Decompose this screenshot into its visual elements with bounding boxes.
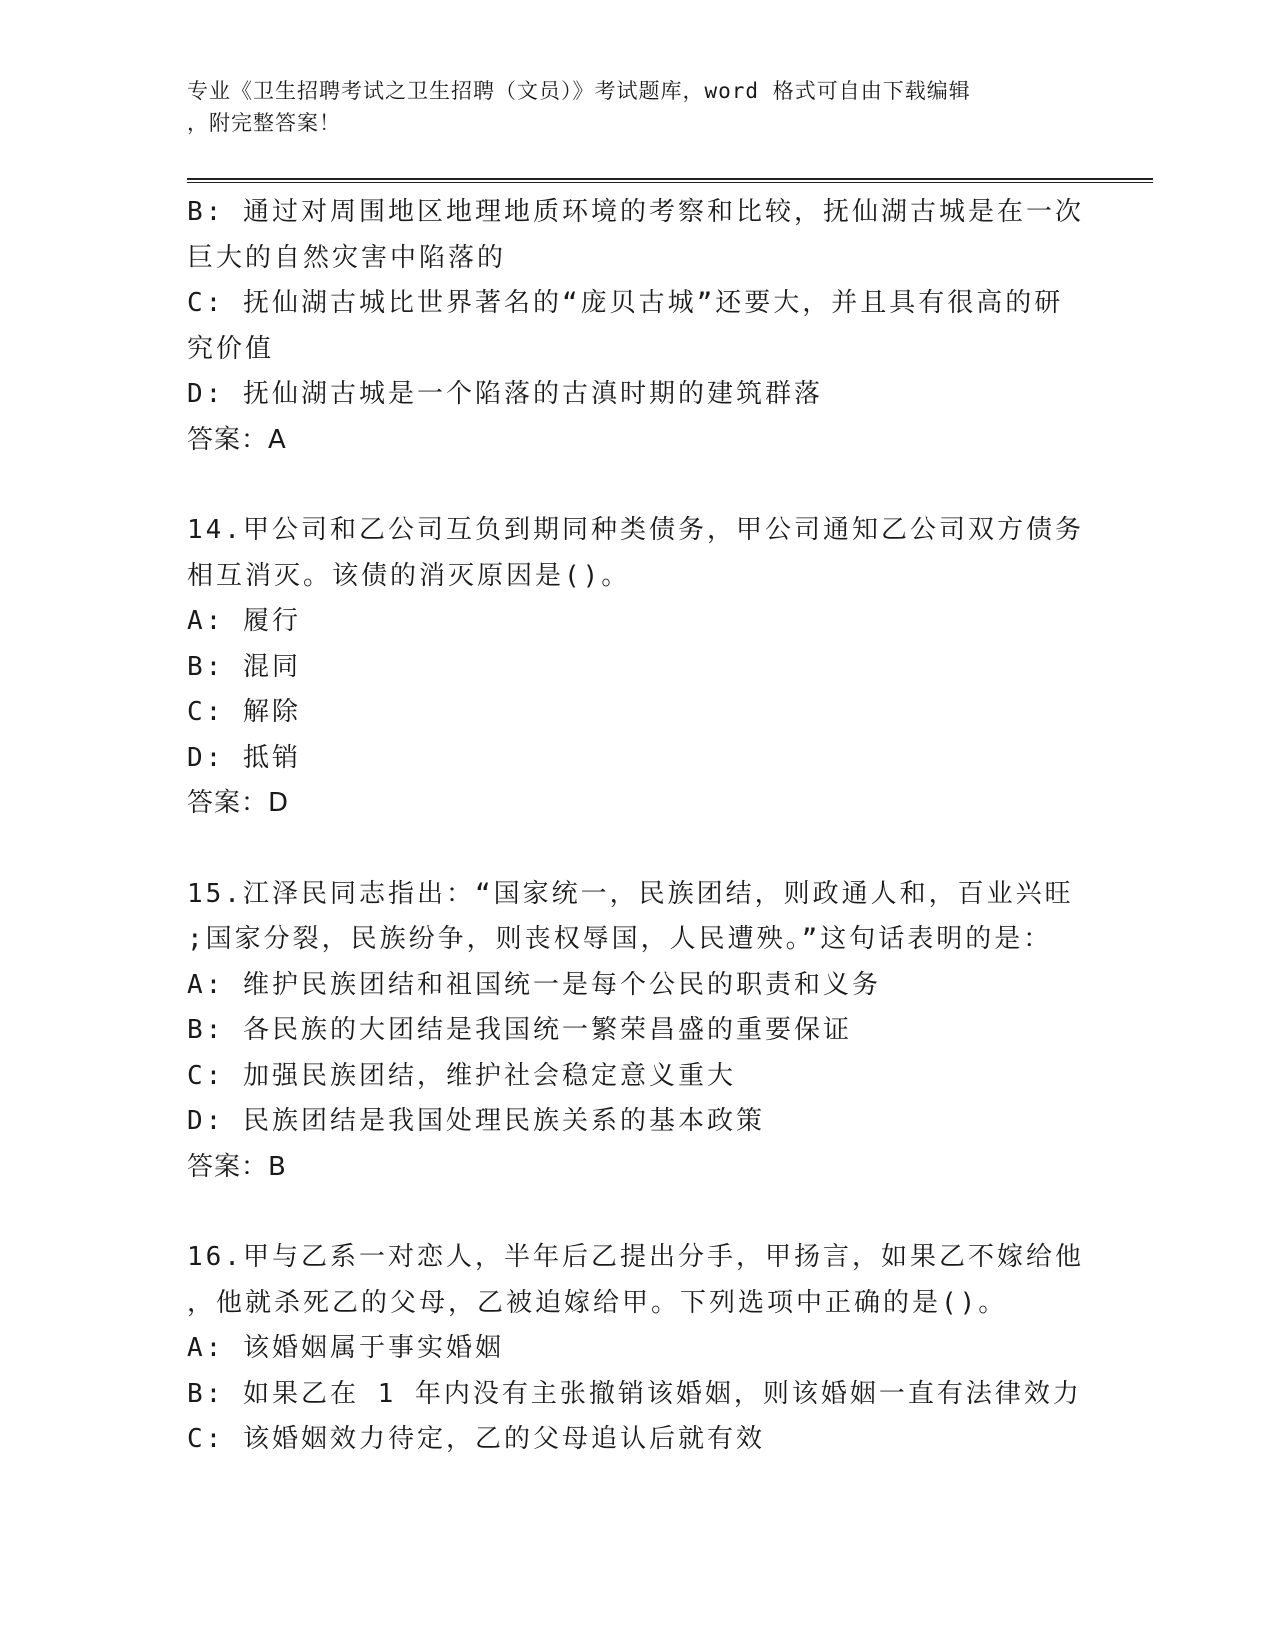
question-stem-line-2: 相互消灭。该债的消灭原因是()。	[187, 560, 631, 591]
header-text-line-2: ，附完整答案！	[187, 111, 341, 135]
answer: 答案：B	[187, 1151, 287, 1182]
spacer	[187, 463, 1087, 508]
option-c: C: 加强民族团结，维护社会稳定意义重大	[187, 1060, 736, 1091]
question-14	[187, 508, 1087, 827]
answer: 答案：A	[187, 424, 287, 455]
option-b: B: 混同	[187, 651, 301, 682]
option-b: B: 各民族的大团结是我国统一繁荣昌盛的重要保证	[187, 1015, 852, 1045]
question-stem-line-1: 16.甲与乙系一对恋人，半年后乙提出分手，甲扬言，如果乙不嫁给他	[187, 1242, 1084, 1272]
question-stem-line-2: ，他就杀死乙的父母，乙被迫嫁给甲。下列选项中正确的是()。	[187, 1287, 1008, 1318]
page-header	[187, 75, 1067, 139]
option-c-line-1: C: 抚仙湖古城比世界著名的“庞贝古城”还要大，并且具有很高的研	[187, 288, 1064, 318]
question-stem-line-2: ;国家分裂，民族纷争，则丧权辱国，人民遭殃。”这句话表明的是：	[187, 924, 1053, 954]
option-c: C: 解除	[187, 697, 301, 727]
option-a: A: 该婚姻属于事实婚姻	[187, 1333, 504, 1363]
option-d: D: 民族团结是我国处理民族关系的基本政策	[187, 1106, 765, 1136]
option-c-line-2: 究价值	[187, 333, 275, 364]
spacer	[187, 827, 1087, 872]
header-text-line-1: 专业《卫生招聘考试之卫生招聘（文员）》考试题库，word 格式可自由下载编辑	[187, 79, 971, 103]
question-stem-line-1: 14.甲公司和乙公司互负到期同种类债务，甲公司通知乙公司双方债务	[187, 515, 1084, 545]
question-list	[187, 190, 1087, 1463]
option-a: A: 维护民族团结和祖国统一是每个公民的职责和义务	[187, 969, 881, 1000]
option-d: D: 抚仙湖古城是一个陷落的古滇时期的建筑群落	[187, 379, 823, 409]
option-c: C: 该婚姻效力待定，乙的父母追认后就有效	[187, 1424, 765, 1454]
option-a: A: 履行	[187, 606, 301, 636]
option-b-line-1: B: 通过对周围地区地理地质环境的考察和比较，抚仙湖古城是在一次	[187, 197, 1084, 227]
question-stem-line-1: 15.江泽民同志指出：“国家统一，民族团结，则政通人和，百业兴旺	[187, 878, 1074, 909]
option-b-line-2: 巨大的自然灾害中陷落的	[187, 242, 507, 273]
header-divider	[187, 178, 1153, 180]
answer: 答案：D	[187, 788, 290, 818]
question-15	[187, 872, 1087, 1191]
option-b: B: 如果乙在 1 年内没有主张撤销该婚姻，则该婚姻一直有法律效力	[187, 1378, 1082, 1409]
question-16	[187, 1235, 1087, 1463]
question-13-tail	[187, 190, 1087, 463]
spacer	[187, 1190, 1087, 1235]
option-d: D: 抵销	[187, 742, 301, 773]
